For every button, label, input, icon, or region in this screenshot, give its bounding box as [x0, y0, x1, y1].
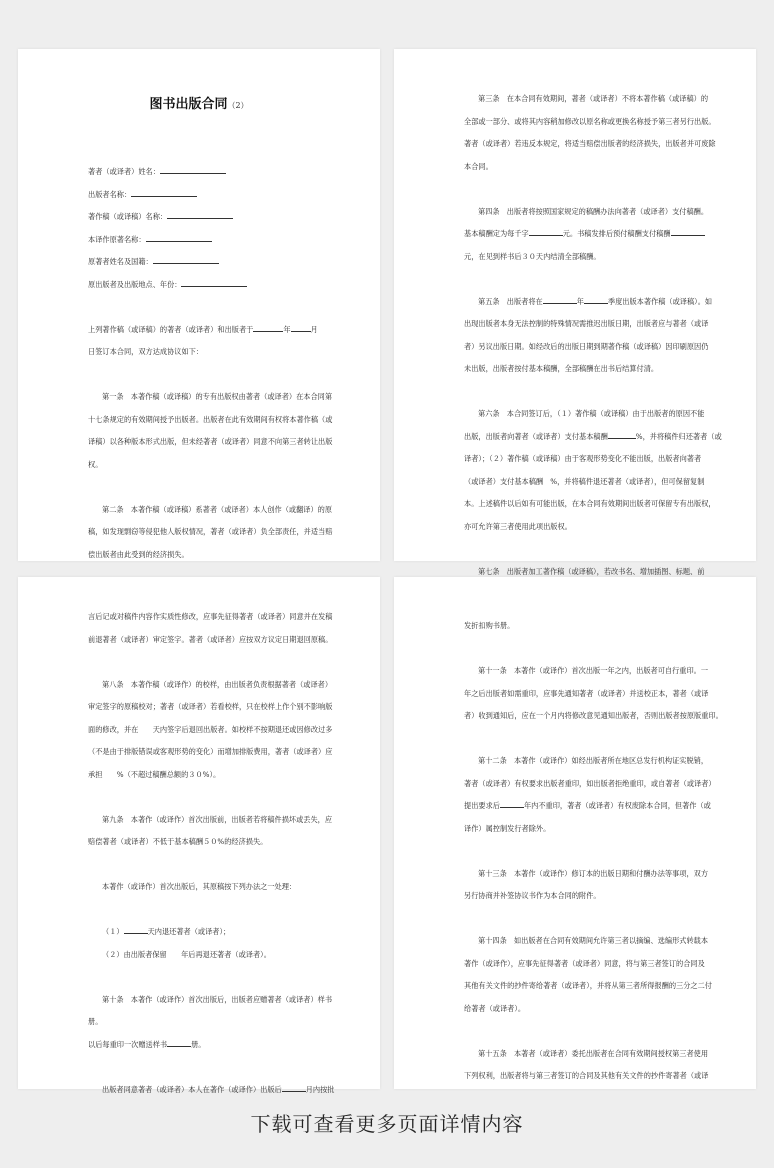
paragraph-gap: [88, 1056, 334, 1079]
paragraph-gap: [464, 178, 710, 201]
paragraph-gap: [88, 899, 334, 922]
text-line: 面的修改，并在 天内签字后退回出版者。如校样不按期退还或因修改过多: [88, 724, 333, 734]
document-page-2: [394, 49, 756, 576]
text-line: 十七条规定的有效期间授予出版者。出版者在此有效期间有权将本著作稿（或: [88, 414, 333, 424]
text-line: 译稿）以各种版本形式出版，但未经著者（或译者）同意不向第三者转让出版: [88, 437, 333, 446]
text-line: 权。: [88, 459, 103, 469]
paragraph-gap: [88, 296, 334, 319]
paragraph-gap: [464, 908, 710, 931]
fill-in-blank: [153, 255, 219, 264]
page-4-body: [464, 615, 723, 1088]
text-line: 其他有关文件的抄件寄给著者（或译者），并将从第三者所得报酬的三分之二付: [464, 981, 712, 990]
fill-in-blank: [160, 165, 226, 174]
download-more-link[interactable]: 下载可查看更多页面详情内容: [250, 1112, 524, 1136]
paragraph-gap: [464, 728, 710, 751]
paragraph-gap: [88, 364, 334, 387]
fill-in-blank: [253, 323, 283, 332]
text-line: 发折扣购书册。: [464, 621, 515, 630]
fill-in-blank: [608, 430, 636, 439]
text-line: 下列权利，出版者将与第三者签订的合同及其他有关文件的抄件寄著者（或译: [464, 1071, 709, 1080]
text-line: 者）另议出版日期。如经改后的出版日期到期著作稿（或译稿）因印刷原因仍: [464, 341, 709, 351]
text-line: 以后每重印一次赠送样书 册。: [88, 1039, 206, 1049]
text-line: 年之后出版者如需重印，应事先通知著者（或译者）并送校正本，著者（或译: [464, 688, 709, 698]
option-2: （２）由出版者保留 年后再退还著者（或译者）。: [102, 949, 271, 959]
fill-in-blank: [167, 1038, 191, 1047]
page-2-body: [464, 88, 722, 583]
paragraph-gap: [88, 966, 334, 989]
article-3: 第三条 在本合同有效期间，著者（或译者）不将本著作稿（或译稿）的: [478, 94, 709, 103]
article-6: 第六条 本合同签订后，（１）著作稿（或译稿）由于出版者的原因不能: [478, 409, 705, 418]
document-page-1: [18, 49, 380, 561]
text-line: 日签订本合同，双方达成协议如下：: [88, 347, 204, 356]
text-line: 言后记或对稿件内容作实质性修改，应事先征得著者（或译者）同意并在发稿: [88, 612, 333, 621]
text-line: 著者（或译者）若违反本规定，将适当赔偿出版者的经济损失，出版者并可废除: [464, 139, 716, 148]
page-1-body: [88, 161, 334, 566]
text-line: 承担 %（不超过稿酬总额的３０%）。: [88, 769, 221, 779]
text-line: 给著者（或译者）。: [464, 1003, 526, 1013]
text-line: 本合同。: [464, 161, 493, 171]
paragraph-gap: [464, 381, 710, 404]
text-line: 全部或一部分、或将其内容稍加修改以原名称或更换名称授予第三者另行出版。: [464, 116, 716, 126]
text-line: 者）收到通知后，应在一个月内将修改意见通知出版者，否则出版者按原版重印。: [464, 711, 723, 720]
text-line: 出现出版者本身无法控制的特殊情况需推迟出版日期，出版者应与著者（或译: [464, 319, 709, 328]
fill-in-blank: [291, 323, 311, 332]
text-line: 稿，如发现剽窃等侵犯他人版权情况，著者（或译者）负全部责任，并适当赔: [88, 527, 333, 536]
fill-in-blank: [181, 278, 247, 287]
text-line: 译作）属控制发行者除外。: [464, 823, 551, 833]
paragraph-gap: [464, 538, 710, 561]
article-11-start: 出版者同意著者（或译者）本人在著作（或译作）出版后 月内按批: [102, 1084, 335, 1094]
article-2: 第二条 本著作稿（或译稿）系著者（或译者）本人创作（或翻译）的原: [102, 504, 333, 514]
document-page-3: [18, 577, 380, 1094]
fill-in-blank: [282, 1083, 306, 1092]
paragraph-gap: [88, 786, 334, 809]
fill-in-blank: [146, 233, 212, 242]
text-line: 基本稿酬定为每千字 元。书稿发排后预付稿酬支付稿酬: [464, 223, 710, 246]
article-4: 第四条 出版者将按照国家规定的稿酬办法向著者（或译者）支付稿酬。: [478, 206, 709, 216]
text-line: 审定签字的原稿校对；著者（或译者）若看校样，只在校样上作个别不影响版: [88, 702, 333, 711]
text-line: 出版，出版者向著者（或译者）支付基本稿酬 %，并将稿件归还著者（或: [464, 431, 722, 441]
article-9: 第九条 本著作（或译作）首次出版前，出版者若将稿件损坏或丢失，应: [102, 814, 333, 824]
fill-in-blank: [131, 188, 197, 197]
article-5: 第五条 出版者将在 年 季度出版本著作稿（或译稿）。如: [478, 296, 713, 306]
text-line: 赔偿著者（或译者）不低于基本稿酬５０%的经济损失。: [88, 837, 268, 846]
field-original-author: 原著者姓名及国籍：: [88, 251, 334, 274]
text-line: 译者）；（２）著作稿（或译稿）由于客观形势变化不能出版，出版者向著者: [464, 454, 702, 463]
article-1: 第一条 本著作稿（或译稿）的专有出版权由著者（或译者）在本合同第: [102, 392, 333, 401]
text-line: 前退著者（或译者）审定签字。著者（或译者）应按双方议定日期退回原稿。: [88, 634, 333, 644]
fill-in-blank: [529, 227, 563, 236]
field-original-publisher: 原出版者及出版地点、年份：: [88, 274, 334, 297]
option-1: （１） 天内退还著者（或译者）；: [102, 927, 231, 936]
contract-title: 图书出版合同（2）: [149, 97, 249, 112]
article-14: 第十四条 如出版者在合同有效期间允许第三者以摘编、选编形式转载本: [478, 936, 709, 945]
paragraph-gap: [88, 476, 334, 499]
field-manuscript: 著作稿（或译稿）名称：: [88, 206, 334, 229]
field-original-title: 本译作原著名称：: [88, 229, 334, 252]
page-3-body: [88, 606, 334, 1101]
fill-in-blank: [167, 210, 233, 219]
article-13: 第十三条 本著作（或译作）修订本的出版日期和付酬办法等事项，双方: [478, 868, 709, 878]
fill-in-blank: [671, 227, 705, 236]
text-line: 册。: [88, 1017, 103, 1026]
article-8: 第八条 本著作稿（或译作）的校样，由出版者负责根据著者（或译者）: [102, 679, 333, 689]
text-line: 著者（或译者）有权要求出版者重印，如出版者拒绝重印，或自著者（或译者）: [464, 778, 716, 788]
article-11: 第十一条 本著作（或译作）首次出版一年之内，出版者可自行重印。一: [478, 666, 709, 675]
field-publisher: 出版者名称：: [88, 184, 334, 207]
paragraph-gap: [464, 268, 710, 291]
fill-in-blank: [500, 799, 524, 808]
text-line: 亦可允许第三者使用此项出版权。: [464, 521, 572, 531]
text-line: 提出要求后 年内不重印，著者（或译者）有权废除本合同，但著作（或: [464, 801, 711, 810]
manuscript-disposal: 本著作（或译作）首次出版后，其原稿按下列办法之一处理：: [102, 882, 297, 891]
intro-line: 上列著作稿（或译稿）的著者（或译者）和出版者于 年 月: [88, 324, 318, 334]
field-author: 著者（或译者）姓名：: [88, 161, 334, 184]
fill-in-blank: [584, 295, 608, 304]
text-line: 本。上述稿件以后如有可能出版，在本合同有效期间出版者可保留专有出版权，: [464, 499, 716, 508]
paragraph-gap: [88, 854, 334, 877]
fill-in-blank: [124, 925, 148, 934]
article-7: 第七条 出版者加工著作稿（或译稿），若改书名、增加插图、标题、前: [478, 566, 705, 576]
text-line: （不是由于排版错误或客观形势的变化）而增加排版费用，著者（或译者）应: [88, 747, 333, 756]
paragraph-gap: [464, 638, 710, 661]
article-15: 第十五条 本著者（或译者）委托出版者在合同有效期间授权第三者使用: [478, 1048, 709, 1058]
text-line: 元，在见到样书后３０天内结清全部稿酬。: [464, 251, 601, 261]
article-12: 第十二条 本著作（或译作）如经出版者所在地区总发行机构证实脱销，: [478, 756, 709, 765]
article-10: 第十条 本著作（或译作）首次出版后，出版者应赠著者（或译者）样书: [102, 994, 333, 1004]
text-line: 另行协商并补签协议书作为本合同的附件。: [464, 891, 601, 900]
paragraph-gap: [464, 1020, 710, 1043]
text-line: 著作（或译作），应事先征得著者（或译者）同意，将与第三者签订的合同及: [464, 958, 705, 968]
document-page-4: [394, 577, 756, 1089]
text-line: （或译者）支付基本稿酬 %，并将稿件退还著者（或译者），但可保留复制: [464, 476, 705, 486]
paragraph-gap: [88, 651, 334, 674]
text-line: 未出版，出版者按付基本稿酬，全部稿酬在出书后结算付清。: [464, 364, 659, 373]
fill-in-blank: [543, 295, 577, 304]
text-line: 偿出版者由此受到的经济损失。: [88, 549, 189, 559]
paragraph-gap: [464, 840, 710, 863]
